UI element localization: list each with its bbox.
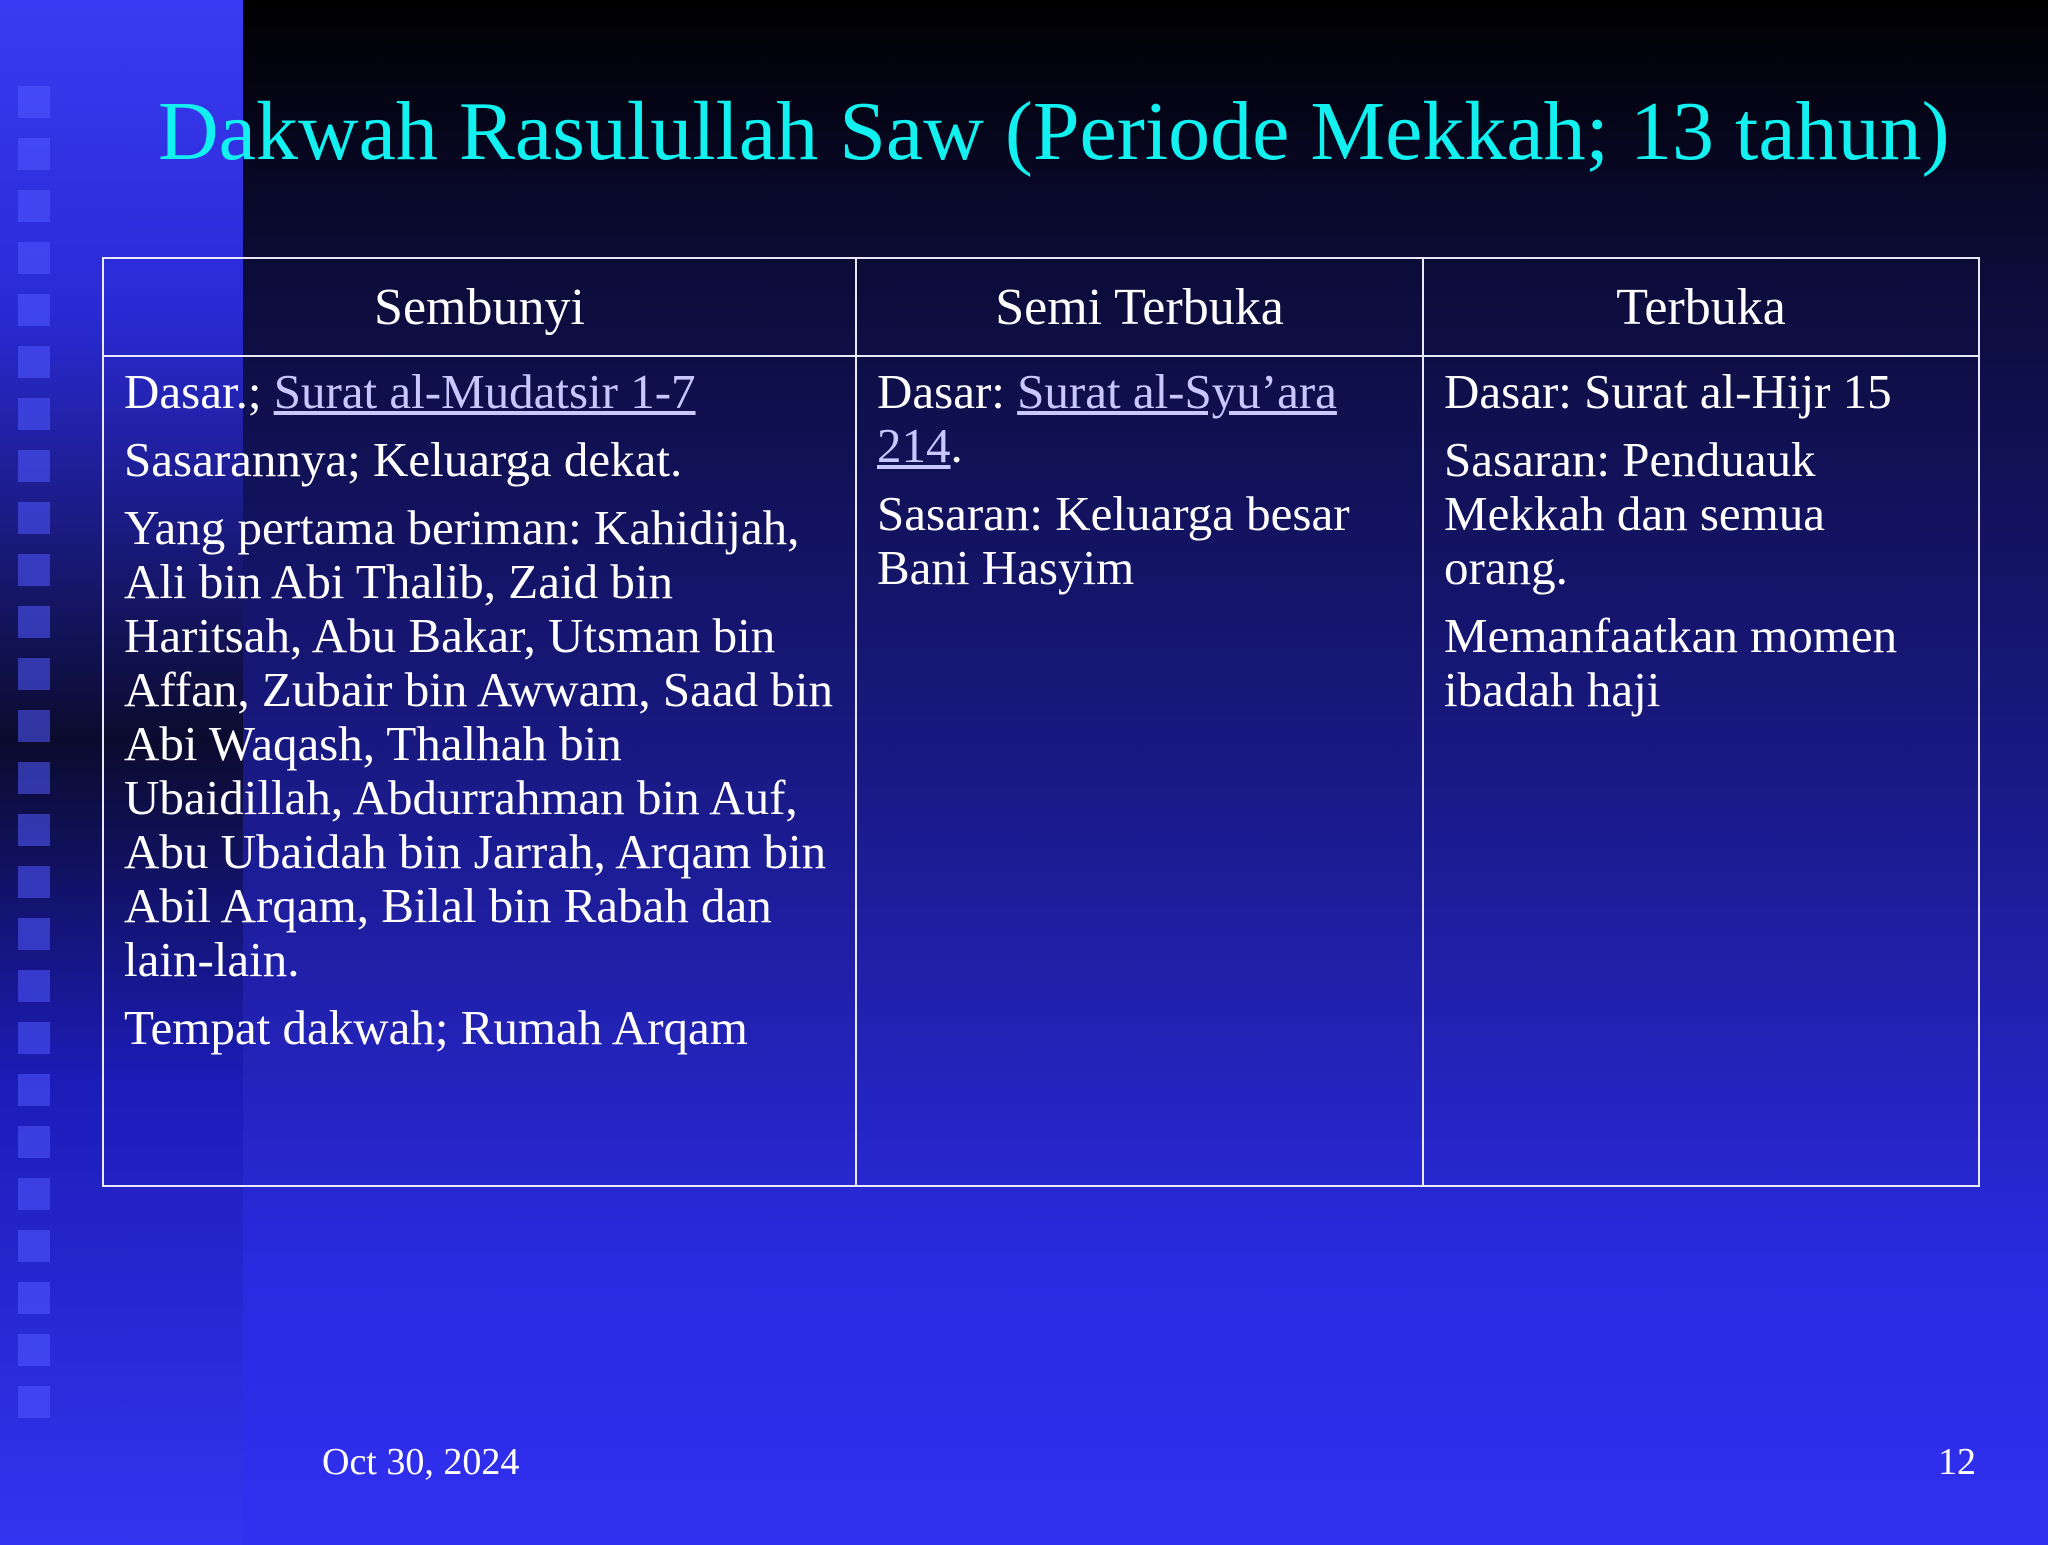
dasar-label: Dasar: [877,364,1018,419]
dasar-paragraph [124,365,837,419]
table-row [103,356,1979,1186]
header-semi-terbuka: Semi Terbuka [856,258,1423,356]
dasar-suffix: . [950,418,963,473]
comparison-table [102,257,1980,1187]
dasar-paragraph [877,365,1404,473]
dasar-paragraph: Dasar: Surat al-Hijr 15 [1444,364,1892,419]
sasaran-paragraph: Sasaran: Keluarga besar Bani Hasyim [877,486,1350,595]
dasar-label: Dasar.; [124,364,274,419]
sasaran-paragraph: Sasarannya; Keluarga dekat. [124,432,683,487]
pertama-beriman-paragraph: Yang pertama beriman: Kahidijah, Ali bin Abi Thalib, Zaid bin Haritsah, Abu Bakar, Utsman bin Affan, Zubair bin Awwam, Saad bin Abi Waqash, Thalhah bin Ubaidillah, Abdurrahman bin Auf, Abu Ubaidah bin Jarrah, Arqam bin Abil Arqam, Bilal bin Rabah dan lain-lain. [124,500,834,987]
table-header-row [103,258,1979,356]
tempat-dakwah-paragraph: Tempat dakwah; Rumah Arqam [124,1000,748,1055]
header-sembunyi: Sembunyi [103,258,856,356]
slide-title: Dakwah Rasulullah Saw (Periode Mekkah; 13 tahun) [158,85,1950,178]
decorative-squares [18,86,52,1466]
cell-terbuka [1423,356,1979,1186]
surat-syuara-link[interactable]: Surat al-Syu’ara 214 [877,364,1337,473]
page-number: 12 [1938,1441,1976,1483]
cell-semi-terbuka [856,356,1423,1186]
surat-mudatsir-link[interactable]: Surat al-Mudatsir 1-7 [273,364,696,419]
footer-date: Oct 30, 2024 [322,1441,520,1483]
header-terbuka: Terbuka [1423,258,1979,356]
momen-haji-paragraph: Memanfaatkan momen ibadah haji [1444,608,1898,717]
sasaran-paragraph: Sasaran: Penduauk Mekkah dan semua orang. [1444,432,1825,595]
cell-sembunyi [103,356,856,1186]
